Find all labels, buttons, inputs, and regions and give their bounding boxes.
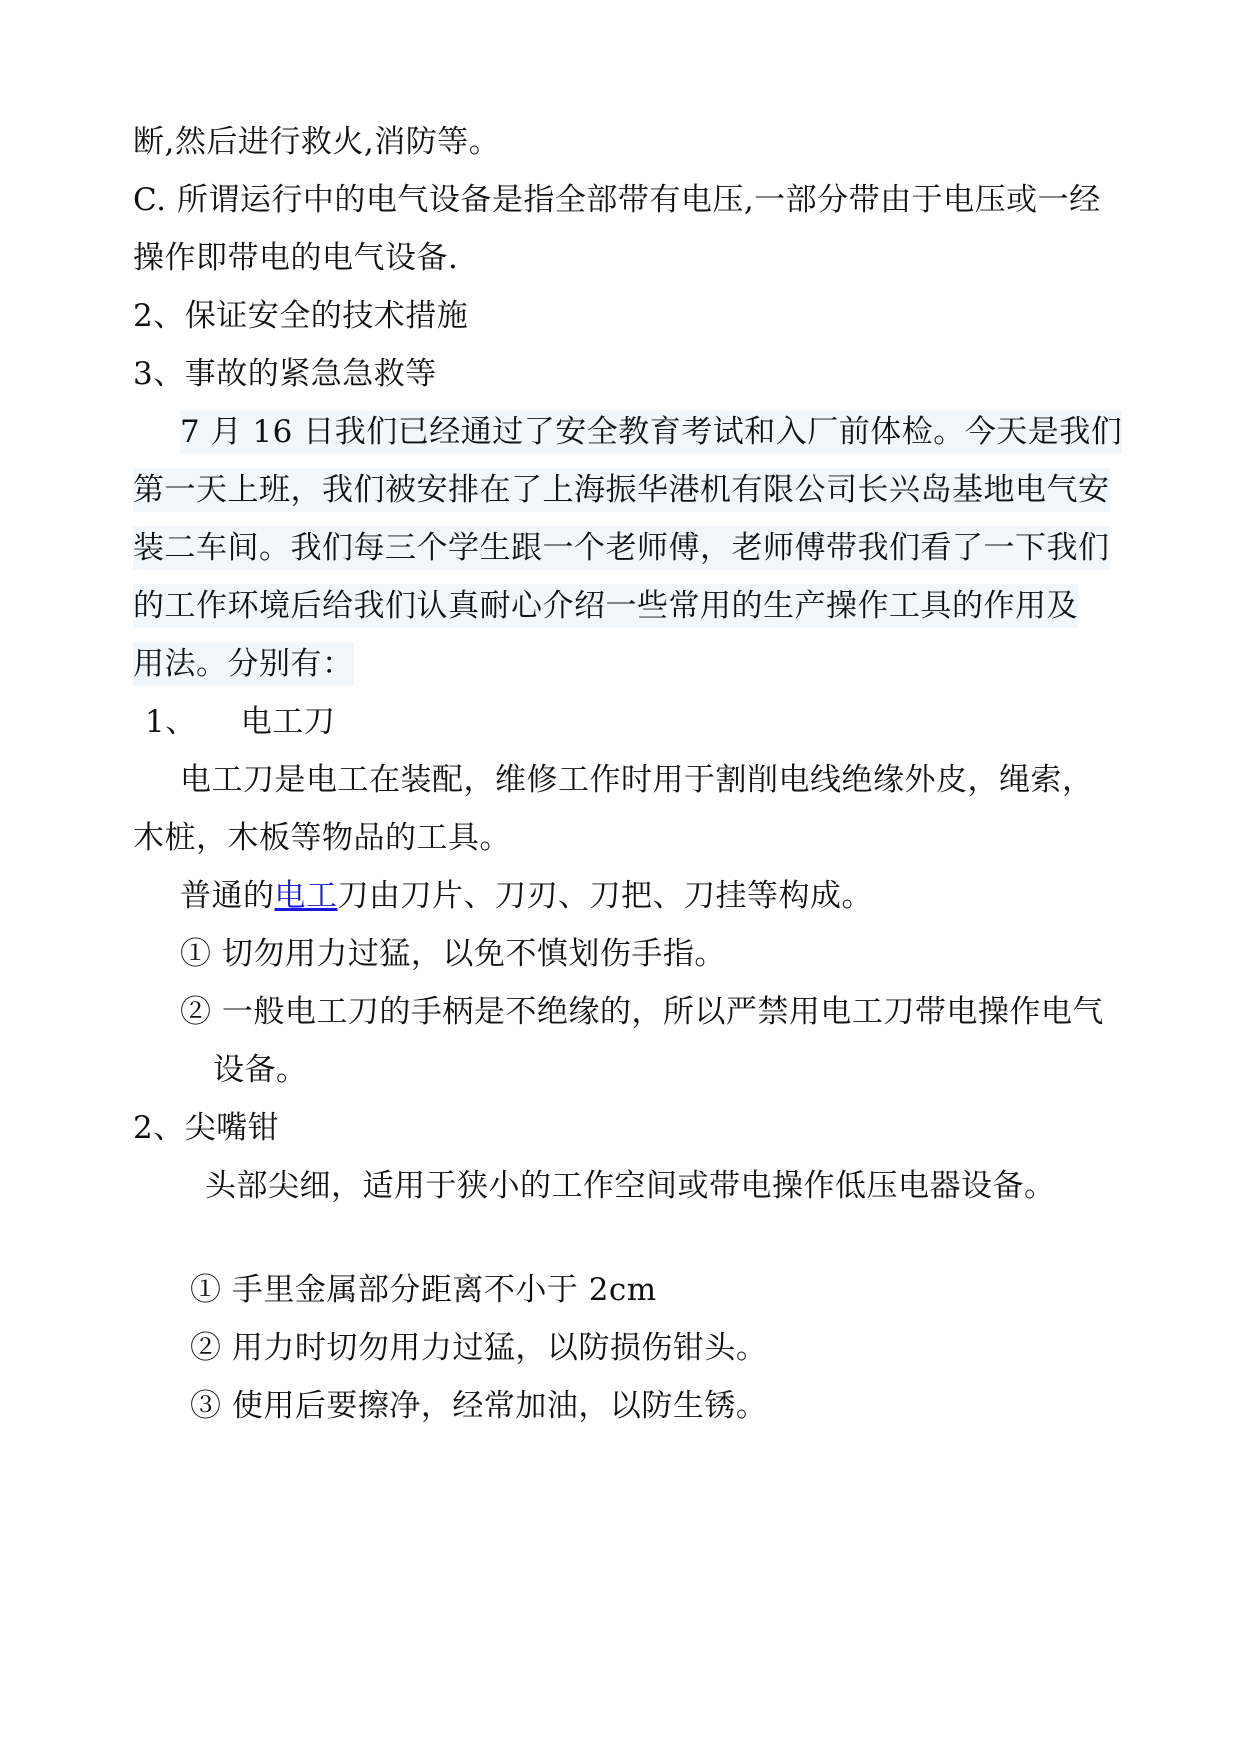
section-heading [145,702,335,742]
text-segment: 刀由刀片、刀刃、刀把、刀挂等构成。 [337,878,873,914]
text-segment: 普通的 [180,878,275,914]
text-line: 2、保证安全的技术措施 [133,298,469,334]
text-line: 木桩，木板等物品的工具。 [133,820,511,856]
highlighted-text: 7 月 16 日我们已经通过了安全教育考试和入厂前体检。今天是我们 [180,410,1122,454]
highlighted-text: 第一天上班，我们被安排在了上海振华港机有限公司长兴岛基地电气安 [133,468,1110,512]
list-item-continuation: 设备。 [213,1052,308,1088]
highlighted-text: 装二车间。我们每三个学生跟一个老师傅，老师傅带我们看了一下我们 [133,526,1110,570]
list-item: ② 用力时切勿用力过猛，以防损伤钳头。 [190,1330,768,1366]
text-line: 电工刀是电工在装配，维修工作时用于割削电线绝缘外皮，绳索， [180,762,1094,798]
text-line: 3、事故的紧急急救等 [133,356,437,392]
text-line: 操作即带电的电气设备. [133,240,459,276]
highlighted-text: 的工作环境后给我们认真耐心介绍一些常用的生产操作工具的作用及 [133,584,1078,628]
hyperlink-electrician[interactable]: 电工 [274,878,338,914]
heading-number: 1、 [145,704,197,740]
text-line: C. 所谓运行中的电气设备是指全部带有电压,一部分带由于电压或一经 [133,182,1101,218]
list-item: ① 切勿用力过猛，以免不慎划伤手指。 [180,936,726,972]
text-line [180,876,873,916]
section-heading: 2、尖嘴钳 [133,1110,280,1146]
text-line: 头部尖细，适用于狭小的工作空间或带电操作低压电器设备。 [205,1168,1056,1204]
heading-title: 电工刀 [240,704,336,740]
list-item: ① 手里金属部分距离不小于 2cm [190,1272,657,1308]
list-item: ② 一般电工刀的手柄是不绝缘的，所以严禁用电工刀带电操作电气 [180,994,1104,1030]
highlighted-text: 用法。分别有： [133,642,354,686]
text-line: 断,然后进行救火,消防等。 [133,124,501,160]
list-item: ③ 使用后要擦净，经常加油，以防生锈。 [190,1388,768,1424]
